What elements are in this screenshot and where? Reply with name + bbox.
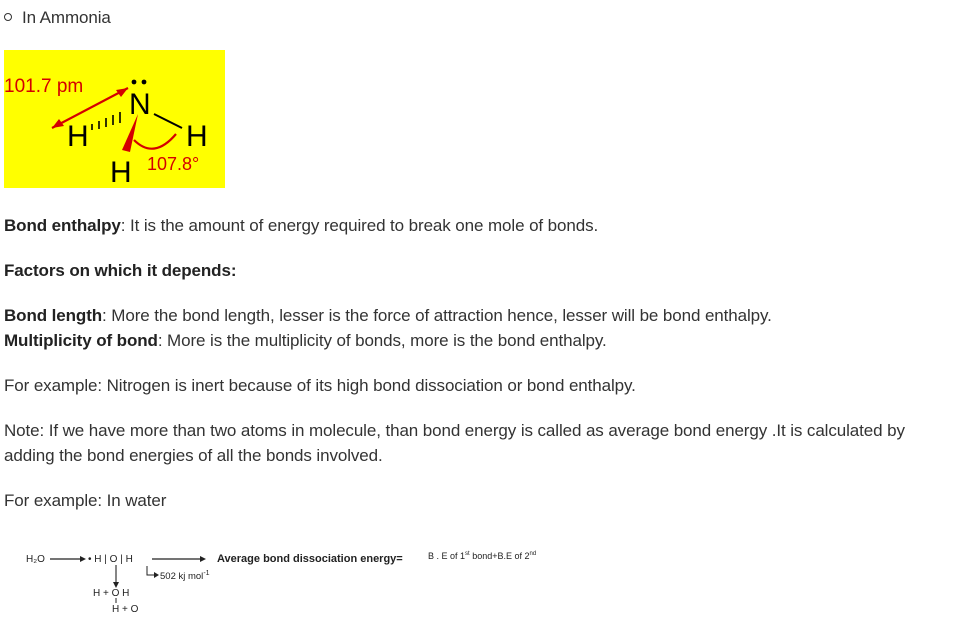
bullet-item-ammonia	[4, 5, 111, 30]
reaction-arrow-2-head	[200, 556, 206, 562]
reaction-arrow-1-head	[80, 556, 86, 562]
energy-pointer	[147, 566, 155, 575]
note-paragraph: Note: If we have more than two atoms in molecule, than bond energy is called as average bond energy .It is calculated by adding the bond energies of all the bonds involved.	[4, 421, 905, 465]
bde-formula	[428, 551, 536, 561]
average-bde-label: Average bond dissociation energy=	[217, 553, 403, 565]
formula-part-2: bond+B.E of 2	[469, 551, 530, 561]
bond-length-term: Bond length	[4, 306, 103, 325]
hydrogen-right-atom: H	[186, 120, 208, 153]
multiplicity-paragraph	[4, 328, 607, 353]
water-bond-diagram	[20, 540, 580, 617]
energy-pointer-head	[154, 572, 159, 578]
bond-enthalpy-definition	[4, 213, 598, 238]
nitrogen-atom: N	[129, 88, 151, 121]
bond-length-text: : More the bond length, lesser is the force of attraction hence, lesser will be bond enthalpy.	[102, 306, 772, 325]
energy-superscript: -1	[203, 570, 210, 577]
factors-heading-text: Factors on which it depends:	[4, 261, 237, 280]
formula-superscript-2: nd	[529, 551, 537, 557]
formula-part-1: B . E of 1	[428, 551, 466, 561]
products-line-2: H + O	[112, 604, 139, 615]
nitrogen-example: For example: Nitrogen is inert because of its high bond dissociation or bond enthalpy.	[4, 376, 636, 395]
water-reactant: H₂O	[26, 554, 45, 565]
bullet-text: In Ammonia	[22, 8, 111, 27]
multiplicity-text: : More is the multiplicity of bonds, more is the bond enthalpy.	[157, 331, 607, 350]
energy-value	[160, 570, 210, 582]
formula-superscript-1: st	[465, 551, 470, 557]
factors-heading	[4, 258, 236, 283]
water-example-intro: For example: In water	[4, 491, 167, 510]
bullet-circle-icon	[4, 13, 12, 21]
water-diagram-svg	[20, 540, 580, 617]
products-line-1: H + O H	[93, 588, 130, 599]
hydrogen-left-atom: H	[67, 120, 89, 153]
lone-pair-dot	[132, 80, 137, 85]
split-molecule: • H | O | H	[88, 554, 133, 565]
lone-pair-dot	[142, 80, 147, 85]
hydrogen-bottom-atom: H	[110, 156, 132, 188]
bond-length-label: 101.7 pm	[4, 76, 84, 97]
multiplicity-term: Multiplicity of bond	[4, 331, 158, 350]
bond-enthalpy-text: : It is the amount of energy required to break one mole of bonds.	[120, 216, 599, 235]
energy-value-text: 502 kj mol	[160, 571, 204, 582]
bond-length-paragraph	[4, 303, 772, 328]
bond-enthalpy-term: Bond enthalpy	[4, 216, 121, 235]
ammonia-structure-image	[4, 50, 225, 188]
bond-angle-label: 107.8°	[147, 154, 200, 174]
ammonia-structure-svg	[4, 50, 225, 188]
